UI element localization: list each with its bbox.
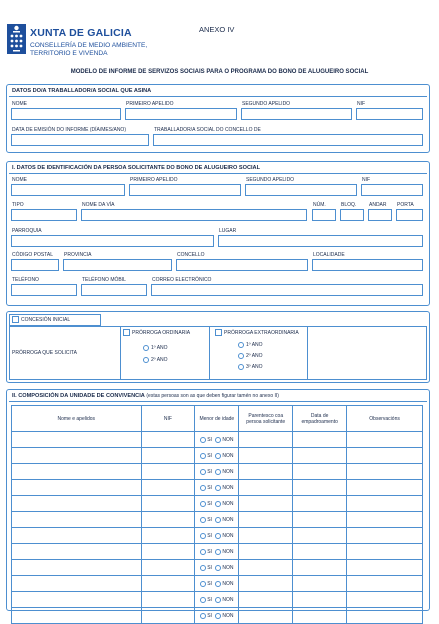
registration-date-cell[interactable] (293, 512, 347, 528)
yes-label: SI (207, 548, 212, 555)
yes-label: SI (207, 612, 212, 619)
radio-icon[interactable] (215, 613, 221, 619)
sw-emission-date-field[interactable] (11, 134, 149, 146)
minor-choice (195, 517, 238, 523)
table-row (12, 512, 423, 528)
minor-cell[interactable] (195, 528, 239, 544)
col-header-observations: Observacións (347, 406, 423, 432)
minor-choice (195, 533, 238, 539)
sw-primeiro-apelido-label: PRIMEIRO APELIDO (126, 101, 174, 107)
observations-cell[interactable] (347, 432, 423, 448)
minor-choice (195, 469, 238, 475)
table-row (12, 480, 423, 496)
sw-nif-label: NIF (357, 101, 366, 107)
social-worker-section-title: DATOS DO/A TRABALLADOR/A SOCIAL QUE ASINA (12, 88, 152, 94)
observations-cell[interactable] (347, 448, 423, 464)
nif-cell[interactable] (141, 592, 195, 608)
minor-choice (195, 453, 238, 459)
annex-label: ANEXO IV (199, 25, 235, 34)
page-title: MODELO DE INFORME DE SERVIZOS SOCIAIS PARA O PROGRAMA DO BONO DE ALUGUEIRO SOCIAL (70, 69, 369, 75)
ap-bloq-field[interactable] (340, 209, 364, 221)
name-cell[interactable] (12, 544, 142, 560)
table-row (12, 544, 423, 560)
observations-cell[interactable] (347, 592, 423, 608)
ap-concello-label: CONCELLO (177, 252, 205, 258)
radio-icon[interactable] (238, 364, 244, 370)
initial-concession-label: CONCESIÓN INICIAL (21, 317, 71, 323)
minor-cell[interactable] (195, 432, 239, 448)
ap-localidade-label: LOCALIDADE (313, 252, 345, 258)
registration-date-cell[interactable] (293, 544, 347, 560)
no-label: NON (222, 500, 234, 507)
ap-bloq-label: BLOQ. (341, 202, 357, 208)
org-name: XUNTA DE GALICIA (30, 27, 132, 39)
household-table (11, 405, 423, 624)
ap-lugar-field[interactable] (218, 235, 423, 247)
yes-label: SI (207, 436, 212, 443)
nif-cell[interactable] (141, 464, 195, 480)
sw-council-label: TRABALLADOR/A SOCIAL DO CONCELLO DE (154, 127, 261, 133)
table-row (12, 592, 423, 608)
ap-parroquia-field[interactable] (11, 235, 214, 247)
ordinary-option-2[interactable]: 2º ANO (143, 357, 168, 363)
ap-via-field[interactable] (81, 209, 307, 221)
name-cell[interactable] (12, 512, 142, 528)
household-section-heading (12, 393, 279, 399)
ap-num-label: NÚM. (313, 202, 326, 208)
dept-line-1: CONSELLERÍA DE MEDIO AMBIENTE, (30, 42, 148, 49)
minor-choice (195, 597, 238, 603)
yes-label: SI (207, 500, 212, 507)
minor-choice (195, 437, 238, 443)
table-row (12, 432, 423, 448)
relationship-cell[interactable] (239, 480, 293, 496)
radio-icon[interactable] (200, 485, 206, 491)
yes-label: SI (207, 516, 212, 523)
ap-provincia-label: PROVINCIA (64, 252, 92, 258)
extension-label: PRÓRROGA QUE SOLICITA (12, 350, 77, 356)
ap-localidade-field[interactable] (312, 259, 423, 271)
minor-cell[interactable] (195, 592, 239, 608)
header (0, 0, 439, 80)
ap-nif-field[interactable] (361, 184, 423, 196)
relationship-cell[interactable] (239, 512, 293, 528)
household-section-note: (estas persoas son as que deben figurar tamén no anexo II) (146, 393, 279, 399)
ap-andar-field[interactable] (368, 209, 392, 221)
registration-date-cell[interactable] (293, 608, 347, 624)
radio-icon[interactable] (200, 501, 206, 507)
sw-council-field[interactable] (153, 134, 423, 146)
nif-cell[interactable] (141, 432, 195, 448)
radio-icon[interactable] (238, 353, 244, 359)
no-label: NON (222, 516, 234, 523)
no-label: NON (222, 580, 234, 587)
yes-label: SI (207, 468, 212, 475)
col-header-registration-date: Data de empadroamento (293, 406, 347, 432)
ap-postal-label: CÓDIGO POSTAL (12, 252, 54, 258)
no-label: NON (222, 564, 234, 571)
col-header-nif: NIF (141, 406, 195, 432)
ap-num-field[interactable] (312, 209, 336, 221)
radio-icon[interactable] (215, 565, 221, 571)
sw-nome-label: NOME (12, 101, 27, 107)
ap-mobil-label: TELÉFONO MÓBIL (82, 277, 126, 283)
radio-icon[interactable] (200, 597, 206, 603)
ap-primeiro-apelido-field[interactable] (129, 184, 241, 196)
ap-mobil-field[interactable] (81, 284, 147, 296)
household-rows (12, 432, 423, 624)
nif-cell[interactable] (141, 496, 195, 512)
yes-label: SI (207, 564, 212, 571)
initial-concession-checkbox[interactable] (12, 316, 19, 323)
observations-cell[interactable] (347, 496, 423, 512)
radio-icon[interactable] (215, 581, 221, 587)
no-label: NON (222, 468, 234, 475)
ap-telefono-label: TELÉFONO (12, 277, 39, 283)
no-label: NON (222, 436, 234, 443)
radio-icon[interactable] (238, 342, 244, 348)
minor-cell[interactable] (195, 512, 239, 528)
yes-label: SI (207, 596, 212, 603)
no-label: NON (222, 532, 234, 539)
registration-date-cell[interactable] (293, 496, 347, 512)
yes-label: SI (207, 452, 212, 459)
radio-icon[interactable] (143, 345, 149, 351)
radio-icon[interactable] (200, 453, 206, 459)
ap-telefono-field[interactable] (11, 284, 77, 296)
ap-tipo-label: TIPO (12, 202, 24, 208)
radio-icon[interactable] (200, 581, 206, 587)
observations-cell[interactable] (347, 560, 423, 576)
extraordinary-extension-checkbox[interactable] (215, 329, 222, 336)
table-row (12, 464, 423, 480)
table-row (12, 576, 423, 592)
nif-cell[interactable] (141, 480, 195, 496)
table-row (12, 560, 423, 576)
radio-icon[interactable] (200, 469, 206, 475)
radio-icon[interactable] (215, 501, 221, 507)
name-cell[interactable] (12, 448, 142, 464)
ap-segundo-apelido-label: SEGUNDO APELIDO (246, 177, 295, 183)
relationship-cell[interactable] (239, 608, 293, 624)
minor-choice (195, 501, 238, 507)
table-row (12, 608, 423, 624)
relationship-cell[interactable] (239, 464, 293, 480)
extraordinary-extension-label: PRÓRROGA EXTRAORDINARIA (224, 330, 299, 336)
name-cell[interactable] (12, 576, 142, 592)
observations-cell[interactable] (347, 480, 423, 496)
divider (9, 173, 427, 174)
no-label: NON (222, 548, 234, 555)
radio-icon[interactable] (200, 565, 206, 571)
minor-choice (195, 613, 238, 619)
relationship-cell[interactable] (239, 560, 293, 576)
ap-email-field[interactable] (151, 284, 423, 296)
ap-nome-field[interactable] (11, 184, 125, 196)
extraordinary-option-2[interactable]: 2º ANO (238, 353, 263, 359)
col-header-name: Nome e apelidos (12, 406, 142, 432)
radio-icon[interactable] (200, 517, 206, 523)
sw-nome-field[interactable] (11, 108, 121, 120)
col-header-relationship: Parentesco coa persoa solicitante (239, 406, 293, 432)
nif-cell[interactable] (141, 560, 195, 576)
registration-date-cell[interactable] (293, 448, 347, 464)
radio-icon[interactable] (215, 437, 221, 443)
col-header-minor: Menor de idade (195, 406, 239, 432)
table-row (12, 496, 423, 512)
table-row (12, 528, 423, 544)
ap-segundo-apelido-field[interactable] (245, 184, 357, 196)
name-cell[interactable] (12, 480, 142, 496)
nif-cell[interactable] (141, 528, 195, 544)
minor-cell[interactable] (195, 480, 239, 496)
xunta-logo-icon (7, 24, 26, 54)
minor-choice (195, 565, 238, 571)
relationship-cell[interactable] (239, 432, 293, 448)
radio-icon[interactable] (215, 453, 221, 459)
ap-provincia-field[interactable] (63, 259, 172, 271)
minor-cell[interactable] (195, 544, 239, 560)
ap-tipo-field[interactable] (11, 209, 77, 221)
name-cell[interactable] (12, 592, 142, 608)
divider (9, 401, 427, 402)
radio-icon[interactable] (200, 437, 206, 443)
nif-cell[interactable] (141, 448, 195, 464)
ap-via-label: NOME DA VÍA (82, 202, 115, 208)
radio-icon[interactable] (215, 469, 221, 475)
minor-cell[interactable] (195, 448, 239, 464)
household-section-title: II. COMPOSICIÓN DA UNIDADE DE CONVIVENCIA (12, 393, 145, 399)
minor-cell[interactable] (195, 464, 239, 480)
sw-segundo-apelido-field[interactable] (241, 108, 352, 120)
yes-label: SI (207, 532, 212, 539)
name-cell[interactable] (12, 496, 142, 512)
ap-porta-label: PORTA (397, 202, 414, 208)
minor-choice (195, 549, 238, 555)
radio-icon[interactable] (215, 549, 221, 555)
ap-primeiro-apelido-label: PRIMEIRO APELIDO (130, 177, 178, 183)
registration-date-cell[interactable] (293, 432, 347, 448)
registration-date-cell[interactable] (293, 480, 347, 496)
ap-andar-label: ANDAR (369, 202, 387, 208)
no-label: NON (222, 612, 234, 619)
minor-cell[interactable] (195, 560, 239, 576)
relationship-cell[interactable] (239, 496, 293, 512)
name-cell[interactable] (12, 432, 142, 448)
minor-choice (195, 581, 238, 587)
ap-nif-label: NIF (362, 177, 371, 183)
sw-emission-date-label: DATA DE EMISIÓN DO INFORME (DÍA/MES/ANO) (12, 127, 126, 133)
minor-cell[interactable] (195, 496, 239, 512)
registration-date-cell[interactable] (293, 528, 347, 544)
radio-icon[interactable] (215, 485, 221, 491)
radio-icon[interactable] (215, 517, 221, 523)
ordinary-extension-label: PRÓRROGA ORDINARIA (132, 330, 191, 336)
registration-date-cell[interactable] (293, 464, 347, 480)
observations-cell[interactable] (347, 576, 423, 592)
relationship-cell[interactable] (239, 592, 293, 608)
sw-primeiro-apelido-field[interactable] (125, 108, 237, 120)
ordinary-extension-checkbox[interactable] (123, 329, 130, 336)
minor-cell[interactable] (195, 576, 239, 592)
ap-concello-field[interactable] (176, 259, 308, 271)
sw-nif-field[interactable] (356, 108, 423, 120)
observations-cell[interactable] (347, 608, 423, 624)
radio-icon[interactable] (200, 613, 206, 619)
name-cell[interactable] (12, 528, 142, 544)
radio-icon[interactable] (200, 549, 206, 555)
no-label: NON (222, 596, 234, 603)
ap-lugar-label: LUGAR (219, 228, 237, 234)
applicant-section-title: I. DATOS DE IDENTIFICACIÓN DA PERSOA SOLICITANTE DO BONO DE ALUGUEIRO SOCIAL (12, 165, 260, 171)
sw-segundo-apelido-label: SEGUNDO APELIDO (242, 101, 291, 107)
registration-date-cell[interactable] (293, 592, 347, 608)
ap-parroquia-label: PARROQUIA (12, 228, 42, 234)
name-cell[interactable] (12, 464, 142, 480)
ap-porta-field[interactable] (396, 209, 423, 221)
extraordinary-option-3[interactable]: 3º ANO (238, 364, 263, 370)
radio-icon[interactable] (143, 357, 149, 363)
registration-date-cell[interactable] (293, 576, 347, 592)
relationship-cell[interactable] (239, 528, 293, 544)
minor-choice (195, 485, 238, 491)
divider (9, 96, 427, 97)
relationship-cell[interactable] (239, 576, 293, 592)
nif-cell[interactable] (141, 512, 195, 528)
ap-email-label: CORREO ELECTRÓNICO (152, 277, 212, 283)
ap-nome-label: NOME (12, 177, 27, 183)
yes-label: SI (207, 580, 212, 587)
nif-cell[interactable] (141, 608, 195, 624)
nif-cell[interactable] (141, 544, 195, 560)
dept-line-2: TERRITORIO E VIVENDA (30, 50, 108, 57)
observations-cell[interactable] (347, 464, 423, 480)
ordinary-option-1[interactable]: 1º ANO (143, 345, 168, 351)
no-label: NON (222, 452, 234, 459)
name-cell[interactable] (12, 560, 142, 576)
nif-cell[interactable] (141, 576, 195, 592)
no-label: NON (222, 484, 234, 491)
relationship-cell[interactable] (239, 544, 293, 560)
ap-postal-field[interactable] (11, 259, 59, 271)
name-cell[interactable] (12, 608, 142, 624)
extraordinary-option-1[interactable]: 1º ANO (238, 342, 263, 348)
observations-cell[interactable] (347, 528, 423, 544)
radio-icon[interactable] (200, 533, 206, 539)
minor-cell[interactable] (195, 608, 239, 624)
observations-cell[interactable] (347, 512, 423, 528)
table-row (12, 448, 423, 464)
yes-label: SI (207, 484, 212, 491)
relationship-cell[interactable] (239, 448, 293, 464)
radio-icon[interactable] (215, 533, 221, 539)
registration-date-cell[interactable] (293, 560, 347, 576)
observations-cell[interactable] (347, 544, 423, 560)
radio-icon[interactable] (215, 597, 221, 603)
